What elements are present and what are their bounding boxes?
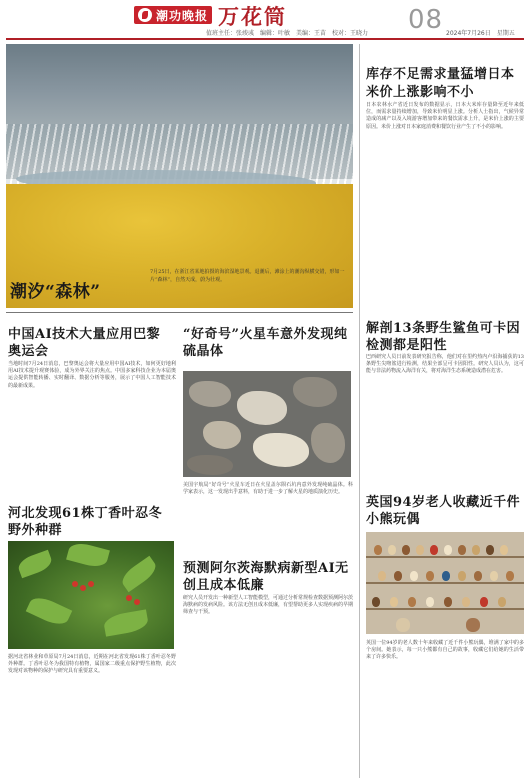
article-rice-body: 日本农林水产省近日发布的数据显示，日本大米库存量降至近年来低位，而需求量持续增加，导致米价明显上涨。分析人士指出，气候异常造成的减产以及入境游客增加带来的餐饮需求上升，是米价上涨的主要原因。米价上涨对日本家庭消费和餐饮行业产生了不小的影响。 — [366, 102, 524, 130]
article-alzheimer-headline: 预测阿尔茨海默病新型AI无创且成本低廉 — [183, 561, 349, 593]
teddy-bears-photo — [366, 532, 524, 634]
page-number: 08 — [408, 5, 444, 35]
column-divider — [359, 44, 360, 778]
logo-mark-icon — [138, 8, 152, 22]
article-hebei-headline: 河北发现61株丁香叶忍冬野外种群 — [8, 506, 163, 538]
article-shark-headline: 解剖13条野生鲨鱼可卡因检测都是阳性 — [366, 321, 521, 353]
divider — [6, 312, 353, 313]
article-shark-body: 巴西研究人员日前发表研究报告称，他们对在里约热内卢沿海捕获的13条野生尖吻鲨进行检测，结果全部呈可卡因阳性。研究人员认为，这可能与非法药物流入海洋有关，将对海洋生态系统造成潜在危害。 — [366, 354, 524, 375]
article-teddy-headline: 英国94岁老人收藏近千件小熊玩偶 — [366, 495, 521, 527]
section-title: 万花筒 — [218, 4, 287, 29]
editor-credits: 值班主任：张竣彧 编辑：叶敏 美编：王苗 校对：王晓力 — [206, 30, 369, 37]
article-mars-headline: “好奇号”火星车意外发现纯硫晶体 — [183, 327, 348, 359]
article-ai-body: 当地时间7月24日消息，巴黎奥运会将大量应用中国AI技术，如何更好地利用AI技术提升观赛体验，成为外界关注的焦点。中国多家科技企业为本届奥运会提供智能转播、实时翻译、数据分析等服务，展示了中国人工智能技术的最新成果。 — [8, 361, 176, 389]
newspaper-logo — [134, 6, 212, 24]
article-teddy-body: 英国一位94岁的老人数十年来收藏了近千件小熊玩偶，堆满了家中的多个房间。她表示，每一只小熊都有自己的故事，收藏它们给她的生活带来了许多快乐。 — [366, 640, 524, 661]
sulfur-crystal-photo — [183, 371, 351, 477]
honeysuckle-photo — [8, 541, 174, 649]
article-mars-body: 美国宇航局“好奇号”火星车近日在火星盖尔陨石坑内意外发现纯硫晶体。科学家表示，这一发现出乎意料，有助于进一步了解火星的地质演化历史。 — [183, 482, 353, 496]
issue-date: 2024年7月26日 星期五 — [446, 30, 515, 37]
lead-photo-title: 潮汐“森林” — [10, 282, 101, 302]
article-ai-headline: 中国AI技术大量应用巴黎奥运会 — [8, 327, 161, 359]
masthead-rule — [6, 38, 524, 40]
article-hebei-body: 据河北省林业和草原局7月24日消息，近期在河北省发现61株丁香叶忍冬野外种群。丁香叶忍冬为我国特有植物，属国家二级重点保护野生植物，此次发现对该物种的保护与研究具有重要意义。 — [8, 654, 176, 675]
lead-photo-caption: 7月25日，在浙江省某地拍摄的海滨湿地景观。退潮后，滩涂上的潮沟纵横交错，形如一片“森林”，自然天成，蔚为壮观。 — [150, 269, 345, 283]
masthead — [0, 0, 530, 38]
article-rice-headline: 库存不足需求量猛增日本米价上涨影响不小 — [366, 67, 515, 100]
article-alzheimer-body: 研究人员开发出一种新型人工智能模型，可通过分析常规检查数据预测阿尔茨海默病的发病风险。该方法无创且成本低廉，有望帮助更多人实现疾病的早期筛查与干预。 — [183, 595, 354, 616]
logo-text: 潮功晚报 — [156, 9, 209, 23]
